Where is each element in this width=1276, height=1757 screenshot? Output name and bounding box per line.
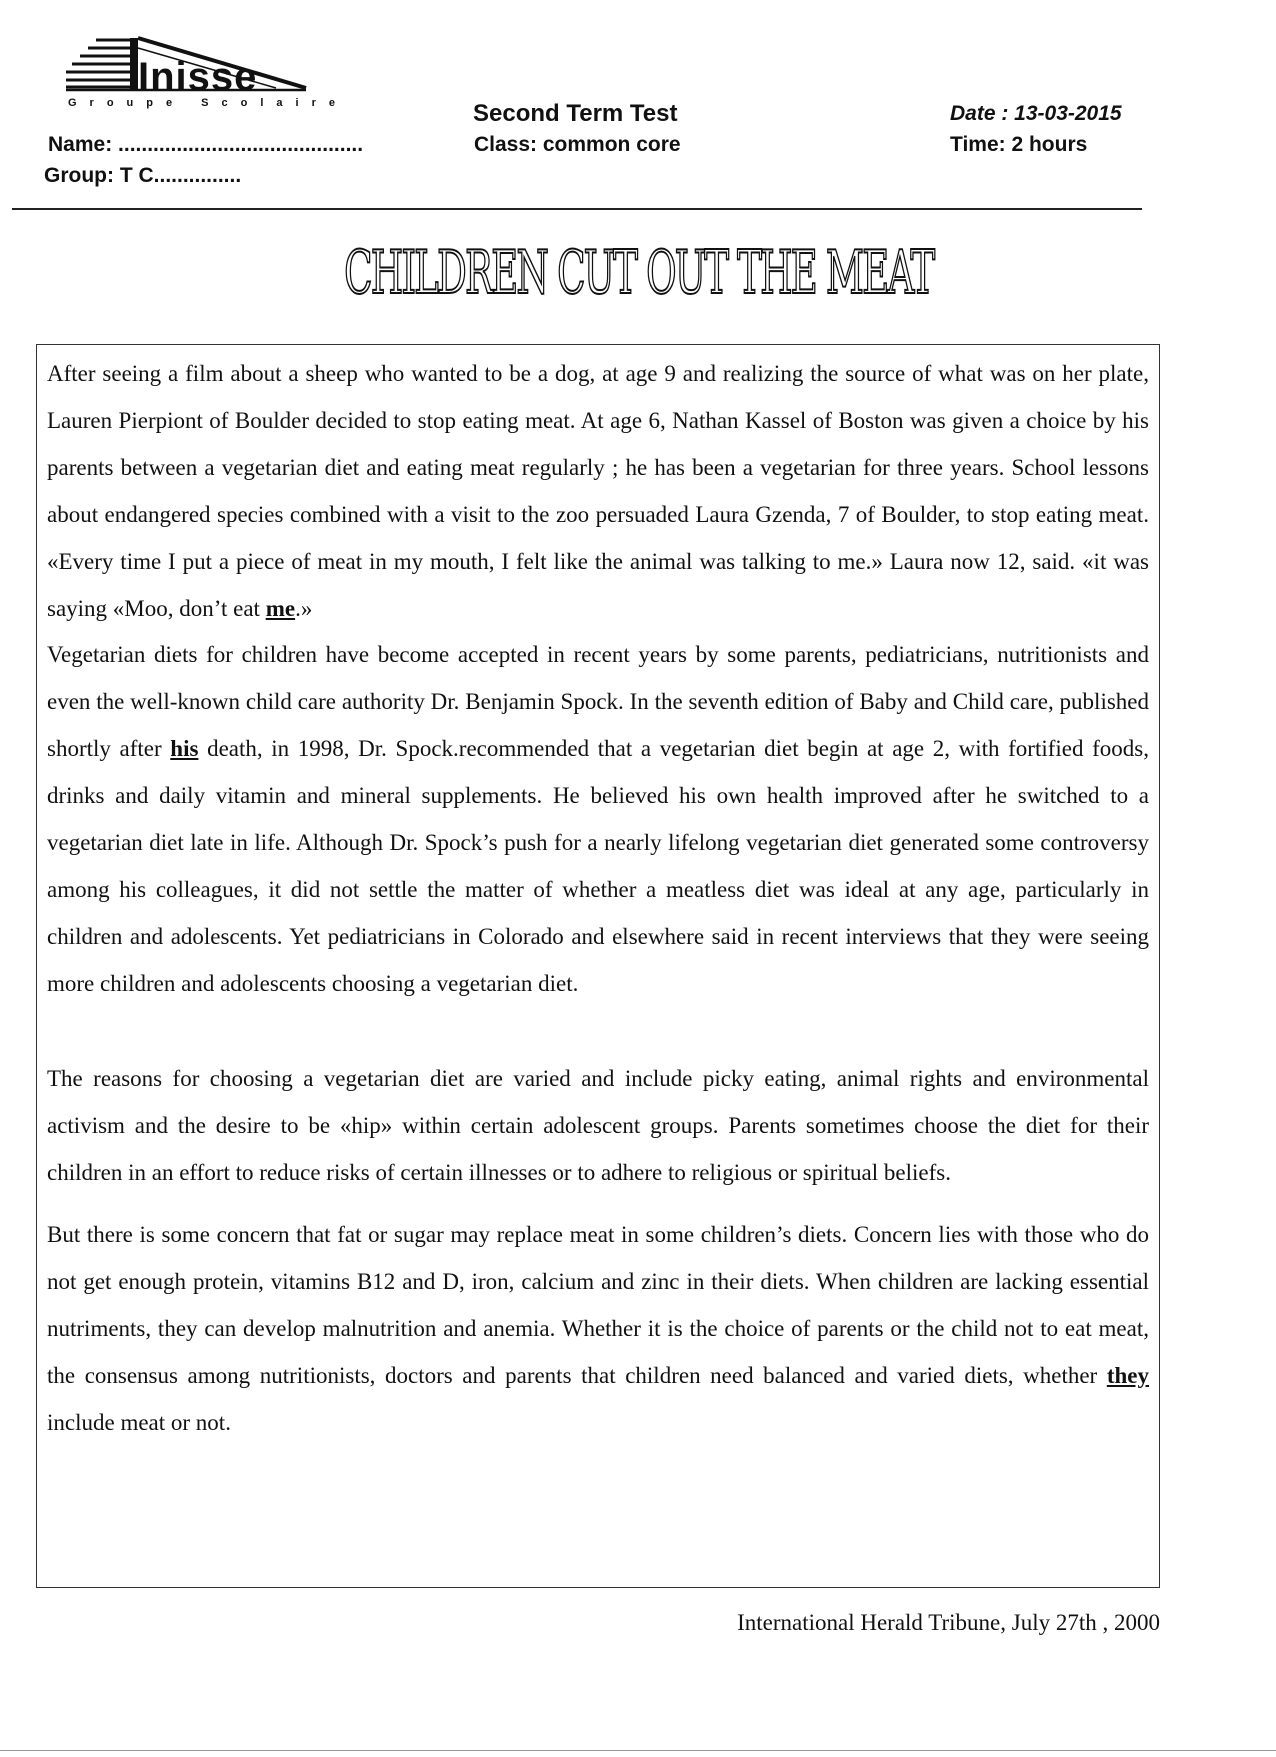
- header-divider: [12, 208, 1142, 210]
- paragraph-4: But there is some concern that fat or sugar may replace meat in some children’s diets. Concern lies with those who do not get enough protein, vitamins B12 and D, iron, calcium and zinc in their diets. When children are lacking essential nutriments, they can develop malnutrition and anemia. Whether it is the choice of parents or the child not to eat meat, the consensus among nutritionists, doctors and parents that children need balanced and varied diets, whether they include meat or not.: [47, 1222, 1149, 1436]
- paragraph-2: Vegetarian diets for children have become accepted in recent years by some parents, pediatricians, nutritionists and even the well-known child care authority Dr. Benjamin Spock. In the seventh edition of Baby and Child care, published shortly after his death, in 1998, Dr. Spock.recommended that a vegetarian diet begin at age 2, with fortified foods, drinks and daily vitamin and mineral supplements. He believed his own health improved after he switched to a vegetarian diet late in life. Although Dr. Spock’s push for a nearly lifelong vegetarian diet generated some controversy among his colleagues, it did not settle the matter of whether a meatless diet was ideal at any age, particularly in children and adolescents. Yet pediatricians in Colorado and elsewhere said in recent interviews that they were seeing more children and adolescents choosing a vegetarian diet.: [47, 642, 1150, 996]
- article-source: International Herald Tribune, July 27th , 2000: [737, 1610, 1160, 1635]
- svg-text:Inisse: Inisse: [138, 55, 258, 99]
- reading-passage: [36, 344, 1160, 1588]
- reference-word-his: his: [170, 736, 199, 762]
- student-name-field: Name: ..........................................: [48, 133, 364, 156]
- class-label: Class: common core: [474, 133, 681, 156]
- paragraph-3: The reasons for choosing a vegetarian diet are varied and include picky eating, animal rights and environmental activism and the desire to be «hip» within certain adolescent groups. Parents sometimes choose the diet for their children in an effort to reduce risks of certain illnesses or to adhere to religious or spiritual beliefs.: [47, 1065, 1149, 1185]
- test-duration: Time: 2 hours: [950, 133, 1088, 156]
- test-date: Date : 13-03-2015: [950, 102, 1122, 125]
- reference-word-me: me: [265, 595, 296, 621]
- test-title: Second Term Test: [473, 100, 678, 127]
- paragraph-1: After seeing a film about a sheep who wanted to be a dog, at age 9 and realizing the source of what was on her plate, Lauren Pierpiont of Boulder decided to stop eating meat. At age 6, Nathan Kassel of Boston was given a choice by his parents between a vegetarian diet and eating meat regularly ; he has been a vegetarian for three years. School lessons about endangered species combined with a visit to the zoo persuaded Laura Gzenda, 7 of Boulder, to stop eating meat. «Every time I put a piece of meat in my mouth, I felt like the animal was talking to me.» Laura now 12, said. «it was saying «Moo, don’t eat me.»: [47, 361, 1149, 621]
- page-bottom-edge: [0, 1750, 1276, 1751]
- article-title: CHILDREN CUT OUT THE MEAT: [344, 238, 934, 308]
- logo-graphic: [66, 34, 366, 116]
- school-logo: [66, 34, 366, 116]
- student-group-field: Group: T C...............: [44, 164, 242, 187]
- reference-word-they: they: [1106, 1363, 1149, 1389]
- svg-text:Groupe Scolaire: Groupe Scolaire: [68, 97, 348, 109]
